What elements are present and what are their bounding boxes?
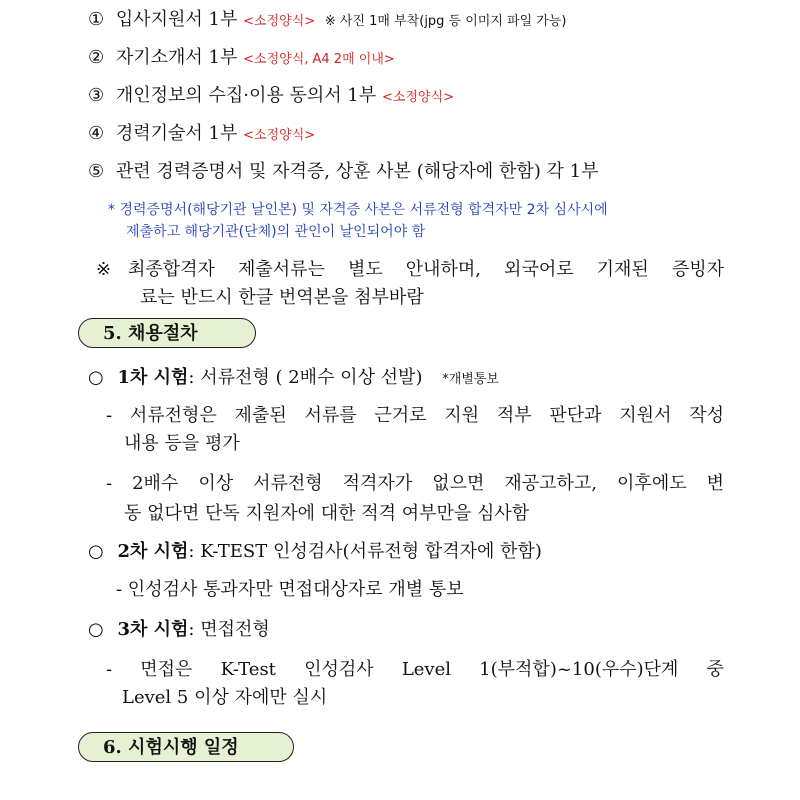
- doc-item-2: [88, 46, 395, 72]
- item-text: 개인정보의 수집·이용 동의서 1부: [115, 85, 377, 106]
- step-label: 2차 시험: [117, 541, 189, 562]
- doc-item-1: [88, 8, 567, 34]
- item-note: <소정양식>: [243, 128, 316, 143]
- item-number: ③: [88, 85, 105, 106]
- item-text: 경력기술서 1부: [115, 123, 238, 144]
- step-1-sub-2-line-2: 동 없다면 단독 지원자에 대한 적격 여부만을 심사함: [124, 503, 530, 524]
- item-text: 자기소개서 1부: [115, 47, 238, 68]
- final-note-line-2: 료는 반드시 한글 번역본을 첨부바람: [140, 287, 424, 308]
- step-1-sub-1-line-2: 내용 등을 평가: [124, 433, 240, 454]
- item-note: <소정양식>: [382, 90, 455, 105]
- item-number: ④: [88, 123, 105, 144]
- step-3-sub-line-2: Level 5 이상 자에만 실시: [122, 687, 328, 708]
- circle-bullet-icon: ○: [88, 367, 104, 388]
- blue-note-line-1: * 경력증명서(해당기관 날인본) 및 자격증 사본은 서류전형 합격자만 2차 심사시에: [108, 202, 608, 218]
- section-heading-6: 6. 시험시행 일정: [78, 732, 294, 762]
- item-number: ①: [88, 9, 105, 30]
- step-2-heading: [88, 540, 542, 564]
- item-note: <소정양식>: [243, 14, 316, 29]
- step-text: : 서류전형 ( 2배수 이상 선발): [188, 367, 423, 388]
- final-note-line-1: 최종합격자 제출서류는 별도 안내하며, 외국어로 기재된 증빙자: [128, 259, 724, 280]
- item-number: ⑤: [88, 161, 105, 182]
- item-text: 관련 경력증명서 및 자격증, 상훈 사본 (해당자에 한함) 각 1부: [115, 161, 599, 182]
- step-1-heading: [88, 366, 499, 392]
- section-heading-5: 5. 채용절차: [78, 318, 256, 348]
- doc-item-5: [88, 160, 599, 184]
- item-note: <소정양식, A4 2매 이내>: [243, 52, 395, 67]
- step-text: : 면접전형: [188, 619, 270, 640]
- circle-bullet-icon: ○: [88, 619, 104, 640]
- step-1-sub-2-line-1: - 2배수 이상 서류전형 적격자가 없으면 재공고하고, 이후에도 변: [106, 473, 724, 494]
- doc-item-3: [88, 84, 454, 110]
- step-note: *개별통보: [442, 372, 499, 387]
- item-text: 입사지원서 1부: [115, 9, 238, 30]
- final-note-mark: ※: [96, 259, 112, 280]
- doc-item-4: [88, 122, 315, 148]
- step-3-sub-line-1: - 면접은 K-Test 인성검사 Level 1(부적합)~10(우수)단계 중: [106, 659, 724, 680]
- step-label: 1차 시험: [117, 367, 189, 388]
- item-extra: ※ 사진 1매 부착(jpg 등 이미지 파일 가능): [324, 14, 567, 29]
- item-number: ②: [88, 47, 105, 68]
- step-1-sub-1-line-1: - 서류전형은 제출된 서류를 근거로 지원 적부 판단과 지원서 작성: [106, 405, 724, 426]
- step-label: 3차 시험: [117, 619, 189, 640]
- blue-note-line-2: 제출하고 해당기관(단체)의 관인이 날인되어야 함: [126, 224, 426, 240]
- step-2-sub: - 인성검사 통과자만 면접대상자로 개별 통보: [116, 579, 464, 600]
- step-3-heading: [88, 618, 270, 642]
- step-text: : K-TEST 인성검사(서류전형 합격자에 한함): [188, 541, 542, 562]
- circle-bullet-icon: ○: [88, 541, 104, 562]
